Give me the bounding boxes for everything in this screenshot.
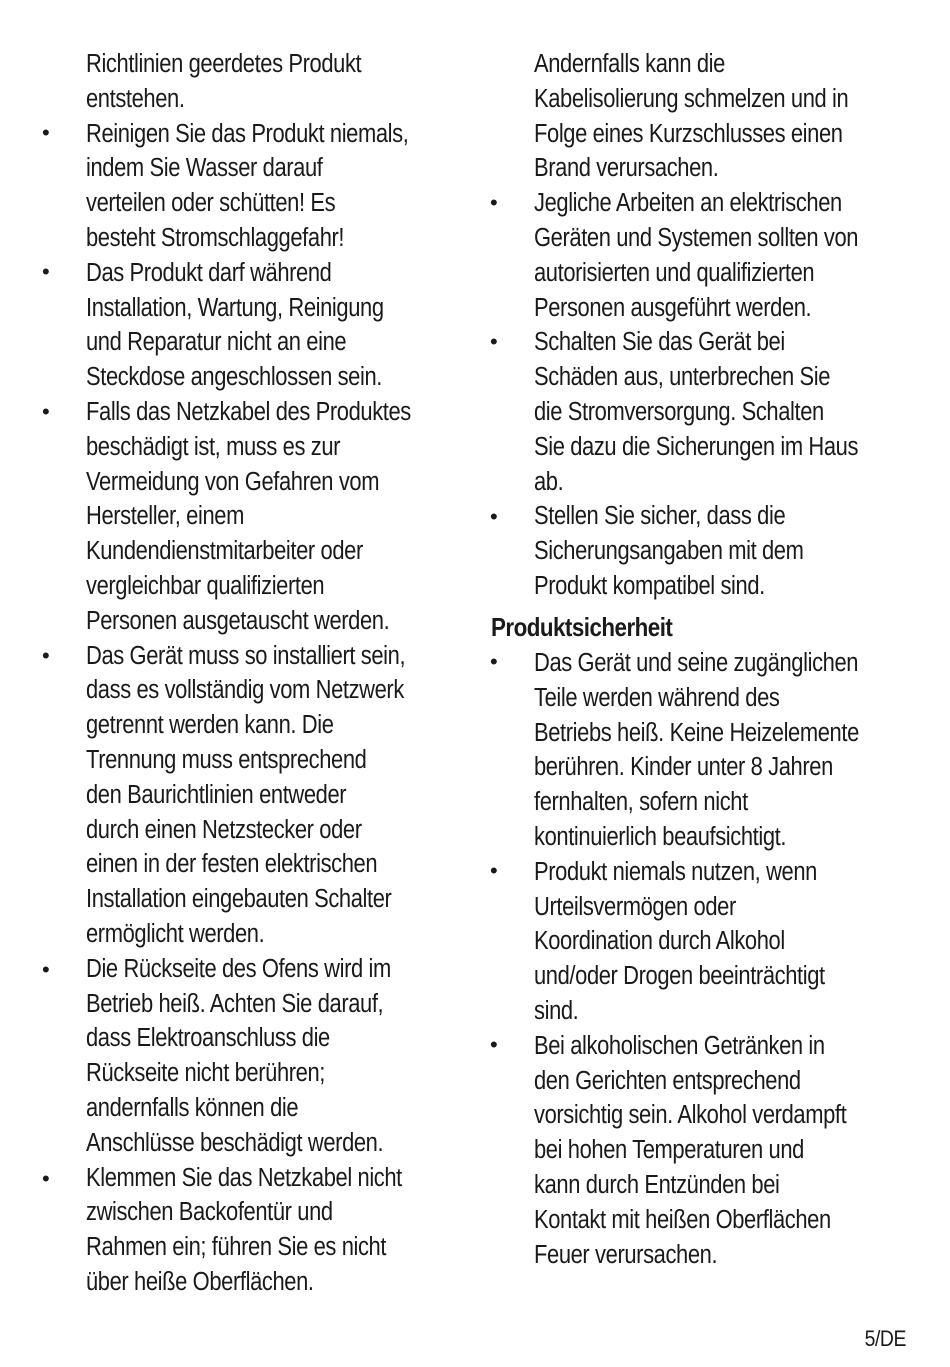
text-line: Kabelisolierung schmelzen und in (534, 84, 849, 113)
text-line: Geräten und Systemen sollten von (534, 223, 859, 252)
bullet-icon: • (490, 649, 498, 674)
page-number: 5/DE (864, 1326, 906, 1351)
text-line: und/oder Drogen beeinträchtigt (534, 962, 825, 991)
text-line: Hersteller, einem (86, 502, 244, 531)
bullet-icon: • (490, 504, 498, 529)
text-line: Schalten Sie das Gerät bei (534, 328, 785, 357)
text-line: Kontakt mit heißen Oberflächen (534, 1205, 831, 1234)
text-line: verteilen oder schütten! Es (86, 189, 336, 218)
text-line: vorsichtig sein. Alkohol verdampft (534, 1101, 847, 1130)
text-line: berühren. Kinder unter 8 Jahren (534, 753, 833, 782)
text-line: Andernfalls kann die (534, 50, 725, 78)
text-line: Schäden aus, unterbrechen Sie (534, 363, 831, 392)
text-line: Rückseite nicht berühren; (86, 1059, 325, 1088)
text-line: sind. (534, 996, 579, 1025)
bullet-icon: • (42, 957, 50, 982)
text-line: Jegliche Arbeiten an elektrischen (534, 189, 842, 218)
bullet-icon: • (42, 643, 50, 668)
text-line: Reinigen Sie das Produkt niemals, (86, 119, 409, 148)
text-line: Produkt kompatibel sind. (534, 571, 765, 600)
text-line: Installation, Wartung, Reinigung (86, 293, 384, 322)
text-line: Die Rückseite des Ofens wird im (86, 954, 391, 983)
text-line: Bei alkoholischen Getränken in (534, 1031, 825, 1060)
text-line: Personen ausgeführt werden. (534, 293, 812, 322)
text-line: Kundendienstmitarbeiter oder (86, 537, 363, 566)
right-column-safety-text (534, 646, 869, 1272)
right-column-safety (534, 646, 924, 1272)
text-line: die Stromversorgung. Schalten (534, 397, 824, 426)
text-line: Stellen Sie sicher, dass die (534, 502, 786, 531)
text-line: über heiße Oberflächen. (86, 1267, 314, 1296)
text-line: Sie dazu die Sicherungen im Haus (534, 432, 859, 461)
text-line: kann durch Entzünden bei (534, 1170, 780, 1199)
text-line: Urteilsvermögen oder (534, 892, 736, 921)
bullet-icon: • (42, 399, 50, 424)
text-line: autorisierten und qualifizierten (534, 258, 815, 287)
text-line: Feuer verursachen. (534, 1240, 718, 1269)
text-line: kontinuierlich beaufsichtigt. (534, 822, 787, 851)
text-line: ermöglicht werden. (86, 919, 265, 948)
text-line: ab. (534, 467, 564, 496)
left-column (86, 47, 466, 1300)
text-line: Sicherungsangaben mit dem (534, 537, 804, 566)
text-line: Folge eines Kurzschlusses einen (534, 119, 843, 148)
bullet-icon: • (42, 120, 50, 145)
text-line: zwischen Backofentür und (86, 1198, 333, 1227)
text-line: bei hohen Temperaturen und (534, 1136, 804, 1165)
text-line: Teile werden während des (534, 683, 780, 712)
text-line: Das Produkt darf während (86, 258, 332, 287)
text-line: Steckdose angeschlossen sein. (86, 363, 383, 392)
bullet-icon: • (42, 1166, 50, 1191)
text-line: den Gerichten entsprechend (534, 1066, 801, 1095)
text-line: Koordination durch Alkohol (534, 927, 785, 956)
bullet-icon: • (490, 858, 498, 883)
text-line: getrennt werden kann. Die (86, 711, 334, 740)
text-line: Betrieb heiß. Achten Sie darauf, (86, 989, 384, 1018)
text-line: Installation eingebauten Schalter (86, 885, 392, 914)
right-column (534, 47, 924, 604)
text-line: einen in der festen elektrischen (86, 850, 378, 879)
section-heading: Produktsicherheit (491, 612, 673, 642)
text-line: Produkt niemals nutzen, wenn (534, 857, 817, 886)
text-line: dass Elektroanschluss die (86, 1024, 330, 1053)
bullet-icon: • (42, 259, 50, 284)
text-line: Vermeidung von Gefahren vom (86, 467, 380, 496)
text-line: durch einen Netzstecker oder (86, 815, 362, 844)
text-line: besteht Stromschlaggefahr! (86, 223, 345, 252)
bullet-icon: • (490, 1032, 498, 1057)
text-line: andernfalls können die (86, 1093, 299, 1122)
text-line: Betriebs heiß. Keine Heizelemente (534, 718, 859, 747)
text-line: und Reparatur nicht an eine (86, 328, 347, 357)
text-line: Anschlüsse beschädigt werden. (86, 1128, 384, 1157)
left-column-text (86, 47, 413, 1300)
text-line: den Baurichtlinien entweder (86, 780, 347, 809)
bullet-icon: • (490, 329, 498, 354)
text-line: entstehen. (86, 84, 185, 113)
text-line: Trennung muss entsprechend (86, 745, 367, 774)
text-line: Klemmen Sie das Netzkabel nicht (86, 1163, 402, 1192)
right-column-text (534, 47, 869, 604)
text-line: fernhalten, sofern nicht (534, 788, 748, 817)
text-line: Brand verursachen. (534, 154, 719, 183)
text-line: Das Gerät und seine zugänglichen (534, 649, 859, 677)
text-line: Rahmen ein; führen Sie es nicht (86, 1233, 387, 1262)
text-line: beschädigt ist, muss es zur (86, 432, 341, 461)
text-line: Das Gerät muss so installiert sein, (86, 641, 406, 670)
text-line: Personen ausgetauscht werden. (86, 606, 390, 635)
text-line: vergleichbar qualifizierten (86, 571, 325, 600)
bullet-icon: • (490, 190, 498, 215)
text-line: Falls das Netzkabel des Produktes (86, 397, 411, 426)
text-line: indem Sie Wasser darauf (86, 154, 323, 183)
text-line: Richtlinien geerdetes Produkt (86, 50, 362, 78)
text-line: dass es vollständig vom Netzwerk (86, 676, 404, 705)
